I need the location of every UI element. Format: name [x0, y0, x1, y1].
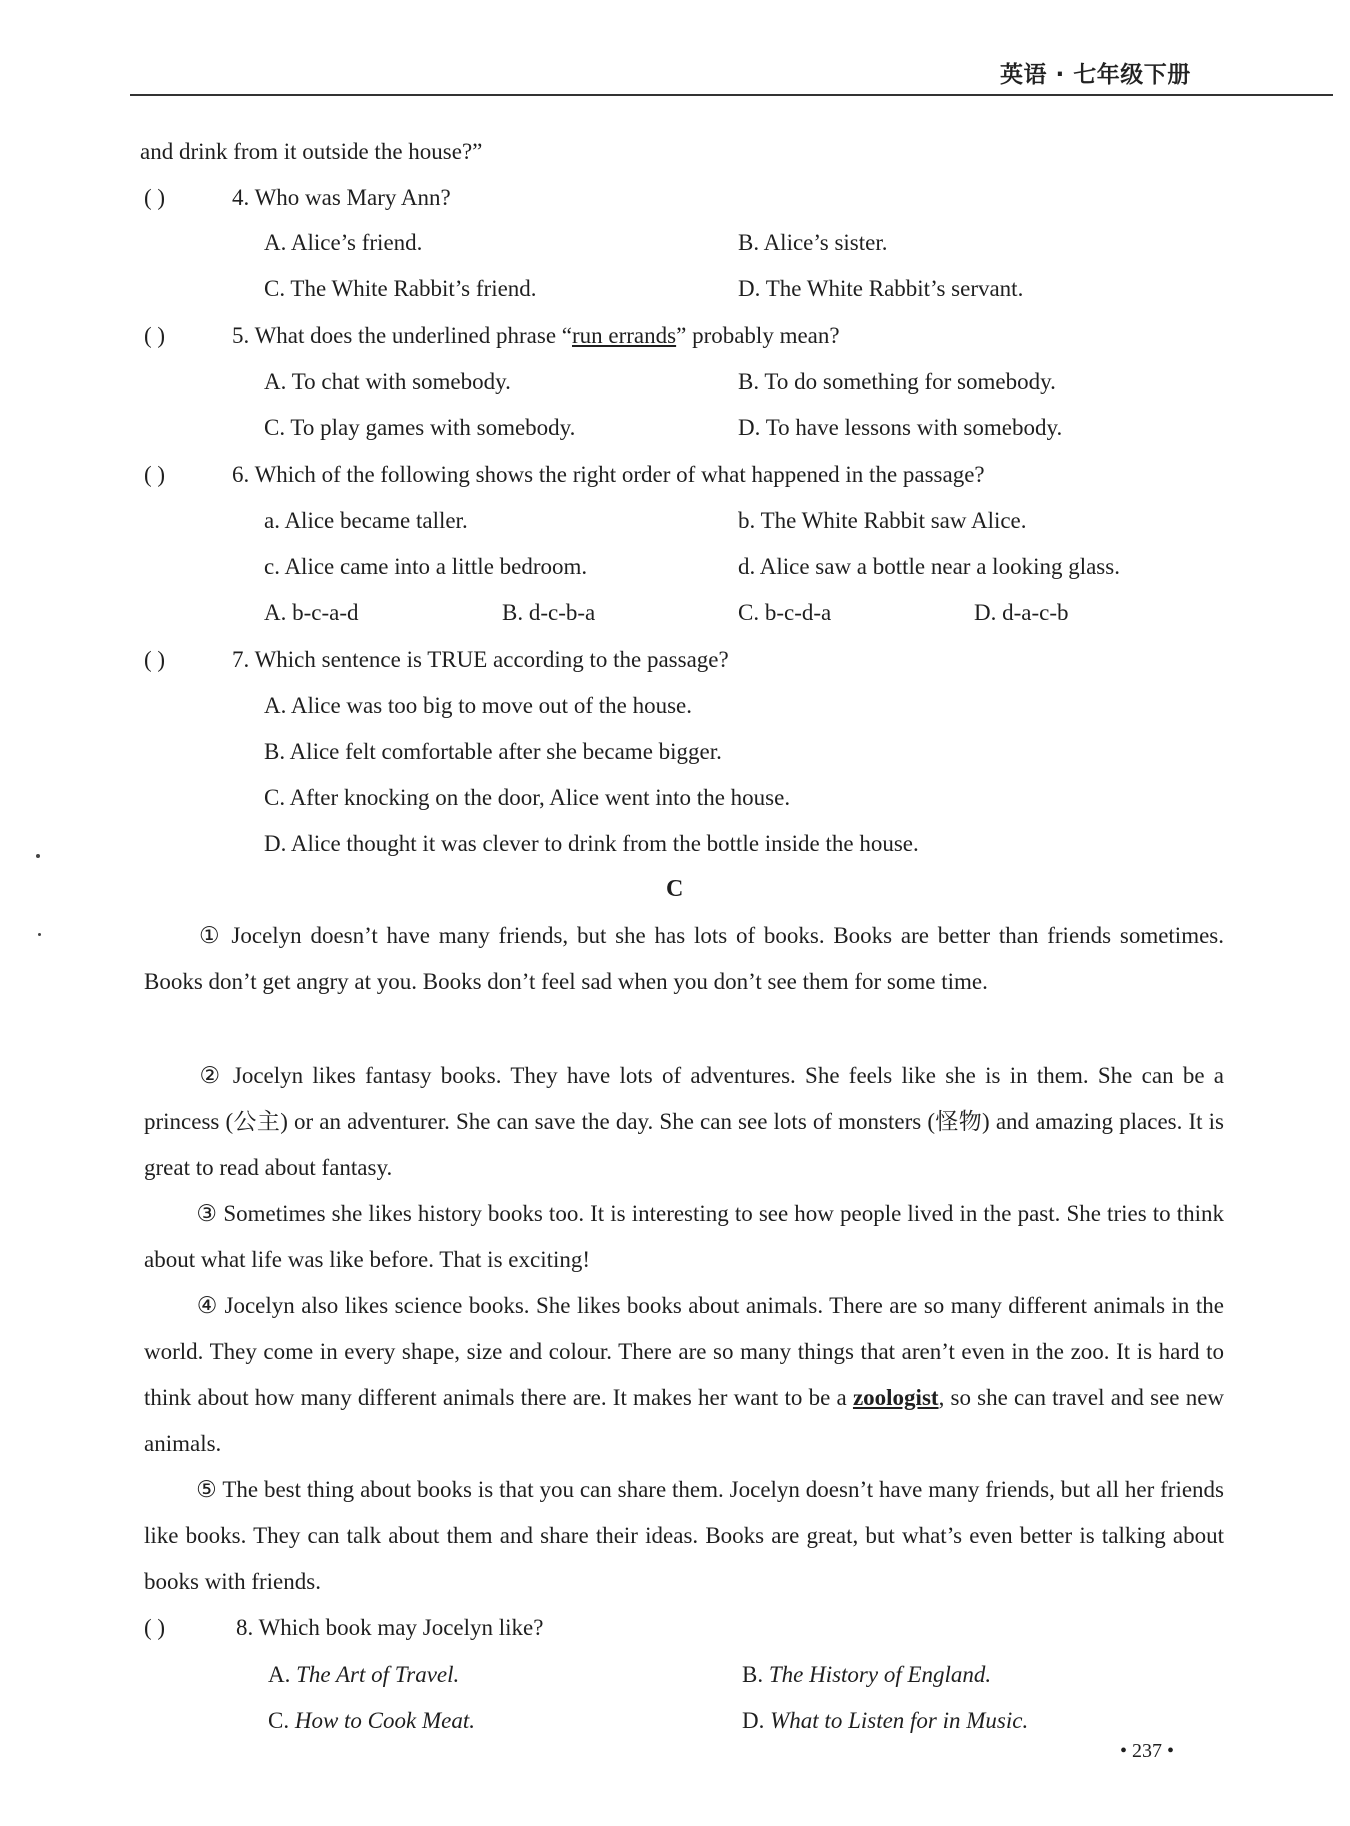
option-q8-c-title: How to Cook Meat.: [294, 1708, 475, 1733]
option-q8-a-letter: A.: [268, 1662, 291, 1687]
margin-speck: [36, 854, 40, 858]
option-q8-b: [742, 1660, 991, 1690]
stem-q5-after: ” probably mean?: [676, 323, 840, 348]
event-q6-b: b. The White Rabbit saw Alice.: [738, 508, 1027, 533]
question-stem-q7: 7. Which sentence is TRUE according to the passage?: [232, 647, 729, 672]
paragraph-1-text: ① Jocelyn doesn’t have many friends, but she has lots of books. Books are better than friends sometimes. Books don’t get angry at you. Books don’t feel sad when you don’t see them for some time.: [144, 923, 1224, 994]
page-header-title: 英语 · 七年级下册: [1000, 62, 1191, 88]
margin-speck: [38, 933, 41, 936]
option-q8-d: [742, 1706, 1028, 1736]
option-q7-b: B. Alice felt comfortable after she became bigger.: [264, 739, 722, 764]
stem-q5-before: 5. What does the underlined phrase “: [232, 323, 572, 348]
answer-blank-q8[interactable]: ( ): [144, 1615, 166, 1640]
paragraph-3-text: ③ Sometimes she likes history books too. It is interesting to see how people lived in the past. She tries to think about what life was like before. That is exciting!: [144, 1201, 1224, 1272]
keyword-zoologist: zoologist: [852, 1385, 939, 1410]
option-q5-c: C. To play games with somebody.: [264, 415, 576, 440]
option-q7-d: D. Alice thought it was clever to drink from the bottle inside the house.: [264, 831, 919, 856]
paragraph-4-tail: , so she can travel and see new animals.: [144, 1385, 1225, 1456]
option-q5-a: A. To chat with somebody.: [264, 369, 511, 394]
option-q7-c: C. After knocking on the door, Alice went into the house.: [264, 785, 791, 810]
option-q7-a: A. Alice was too big to move out of the house.: [264, 693, 692, 718]
answer-blank-q4[interactable]: ( ): [144, 185, 166, 210]
passage-paragraph-5: [144, 1467, 1224, 1605]
option-q4-a: A. Alice’s friend.: [264, 230, 423, 255]
header-rule: [130, 94, 1333, 96]
option-q8-a-title: The Art of Travel.: [296, 1662, 460, 1687]
option-q4-b: B. Alice’s sister.: [738, 230, 888, 255]
option-q8-c: [268, 1706, 475, 1736]
question-stem-q6: 6. Which of the following shows the right order of what happened in the passage?: [232, 462, 985, 487]
option-q8-d-letter: D.: [742, 1708, 765, 1733]
passage-paragraph-4: [144, 1283, 1224, 1467]
option-q6-a: A. b-c-a-d: [264, 600, 359, 625]
section-heading: C: [666, 876, 684, 902]
question-stem-q5: [232, 321, 840, 351]
option-q8-b-title: The History of England.: [768, 1662, 992, 1687]
option-q6-b: B. d-c-b-a: [502, 600, 596, 625]
continuation-text: and drink from it outside the house?”: [140, 139, 483, 164]
option-q8-a: [268, 1660, 459, 1690]
passage-paragraph-3: [144, 1191, 1224, 1283]
option-q8-b-letter: B.: [742, 1662, 764, 1687]
answer-blank-q7[interactable]: ( ): [144, 647, 166, 672]
question-stem-q4: 4. Who was Mary Ann?: [232, 185, 451, 210]
option-q4-c: C. The White Rabbit’s friend.: [264, 276, 537, 301]
option-q4-d: D. The White Rabbit’s servant.: [738, 276, 1024, 301]
option-q8-d-title: What to Listen for in Music.: [770, 1708, 1029, 1733]
paragraph-4-text: ④ Jocelyn also likes science books. She likes books about animals. There are so many different animals in the world. They come in every shape, size and colour. There are so many things that aren’t even in the zoo. It is hard to think about how many different animals there are. It makes her want to be a: [144, 1293, 1224, 1410]
stem-q5-underlined: run errands: [572, 323, 677, 348]
event-q6-c: c. Alice came into a little bedroom.: [264, 554, 588, 579]
paragraph-2-text: ② Jocelyn likes fantasy books. They have lots of adventures. She feels like she is in them. She can be a princess (公主) or an adventurer. She can save the day. She can see lots of monsters (怪物) and amazing places. It is great to read about fantasy.: [144, 1063, 1224, 1180]
option-q5-d: D. To have lessons with somebody.: [738, 415, 1063, 440]
option-q6-d: D. d-a-c-b: [974, 600, 1069, 625]
option-q8-c-letter: C.: [268, 1708, 290, 1733]
page-number: • 237 •: [1120, 1740, 1175, 1762]
option-q5-b: B. To do something for somebody.: [738, 369, 1056, 394]
paragraph-5-text: ⑤ The best thing about books is that you can share them. Jocelyn doesn’t have many friends, but all her friends like books. They can talk about them and share their ideas. Books are great, but what’s even better is talking about books with friends.: [144, 1477, 1224, 1594]
option-q6-c: C. b-c-d-a: [738, 600, 832, 625]
question-stem-q8: 8. Which book may Jocelyn like?: [236, 1615, 544, 1640]
answer-blank-q5[interactable]: ( ): [144, 323, 166, 348]
answer-blank-q6[interactable]: ( ): [144, 462, 166, 487]
passage-paragraph-2: [144, 1053, 1224, 1191]
event-q6-a: a. Alice became taller.: [264, 508, 468, 533]
passage-paragraph-1: [144, 913, 1224, 1005]
event-q6-d: d. Alice saw a bottle near a looking glass.: [738, 554, 1120, 579]
